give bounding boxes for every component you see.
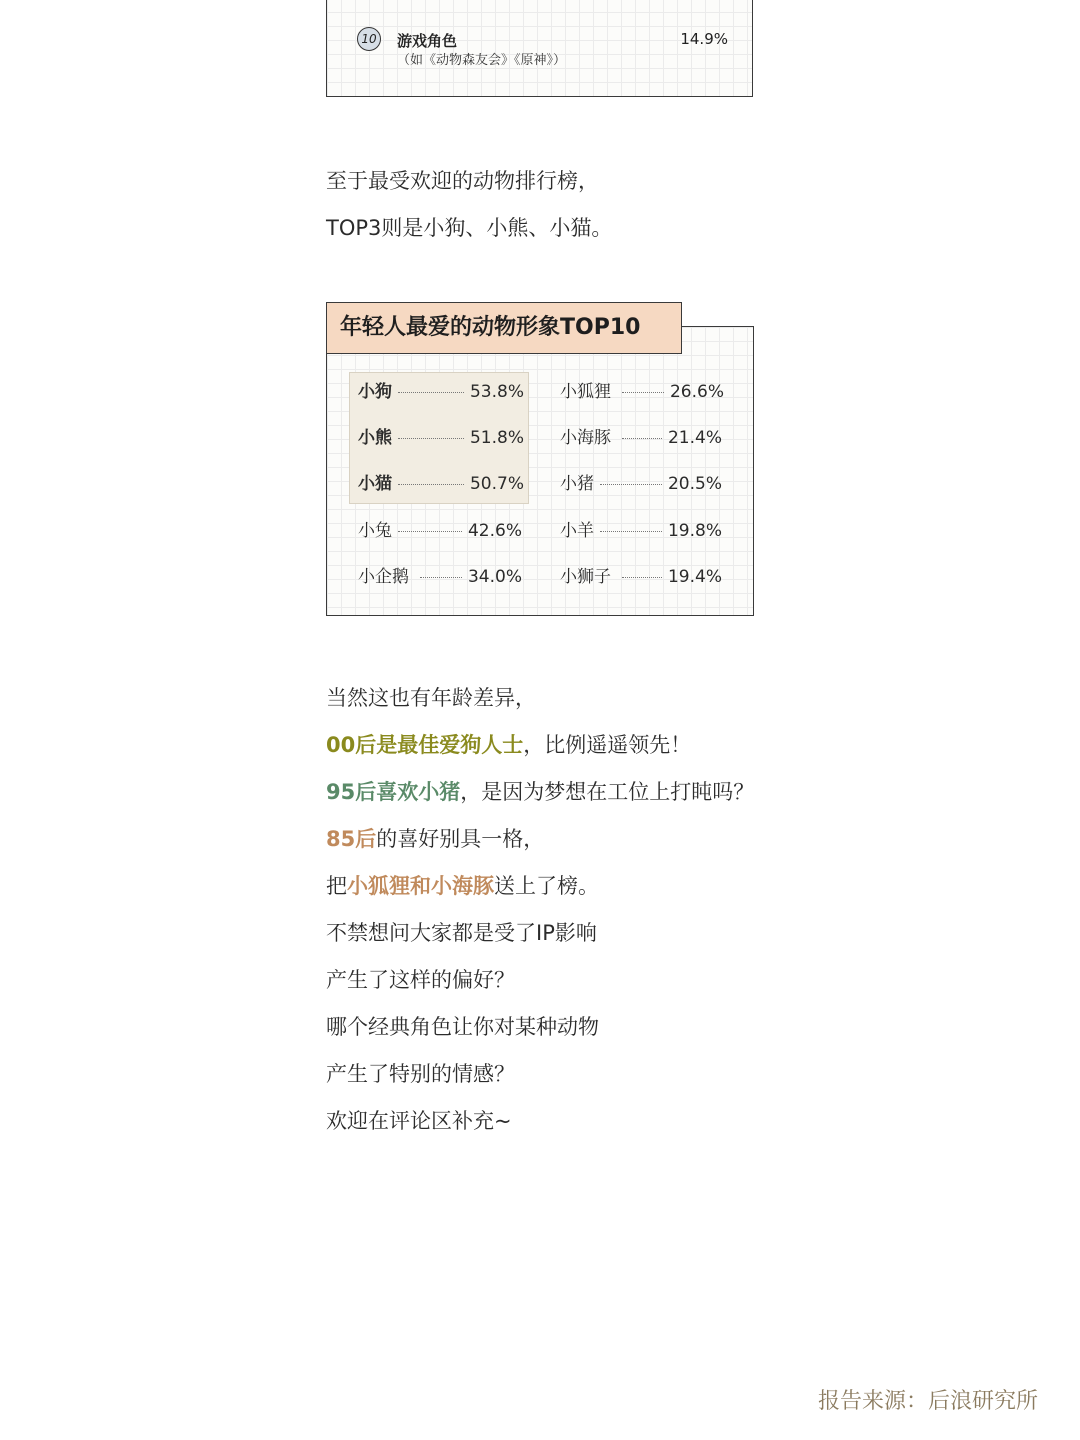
body-text: 的喜好别具一格， (376, 827, 545, 851)
body-line: 产生了特别的情感？ (326, 1062, 515, 1086)
rank-ten-value: 14.9% (680, 30, 728, 48)
intro-line-2: TOP3则是小狗、小熊、小猫。 (326, 216, 613, 240)
body-line: 产生了这样的偏好？ (326, 968, 515, 992)
rank-number-badge: 10 (357, 27, 381, 51)
highlight-text: 小狐狸和小海豚 (347, 874, 494, 898)
animal-value: 26.6% (669, 382, 724, 402)
animal-name: 小狐狸 (560, 382, 611, 402)
animal-name: 小海豚 (560, 428, 611, 448)
ranking-row (560, 426, 722, 450)
dot-leader (600, 484, 662, 485)
animal-value: 50.7% (469, 474, 524, 494)
dot-leader (622, 392, 664, 393)
ranking-row (358, 565, 522, 589)
ranking-row (358, 426, 524, 450)
ranking-row (560, 380, 724, 404)
dot-leader (398, 392, 464, 393)
highlight-text: 85后 (326, 827, 377, 851)
body-line: 不禁想问大家都是受了IP影响 (326, 921, 597, 945)
animal-value: 42.6% (467, 521, 522, 541)
body-line: 哪个经典角色让你对某种动物 (326, 1015, 599, 1039)
animal-value: 20.5% (667, 474, 722, 494)
dot-leader (398, 531, 462, 532)
body-paragraph (326, 675, 754, 1145)
animal-name: 小猫 (358, 474, 392, 494)
ranking-row (358, 519, 522, 543)
ranking-row (358, 380, 524, 404)
body-line (326, 769, 754, 816)
ranking-row (560, 472, 722, 496)
body-line (326, 863, 754, 910)
body-text: 送上了榜。 (494, 874, 599, 898)
body-text: 把 (326, 874, 347, 898)
rank-ten-card (326, 0, 753, 97)
dot-leader (622, 577, 662, 578)
dot-leader (398, 438, 464, 439)
animal-value: 19.4% (667, 567, 722, 587)
rank-ten-title: 游戏角色 (397, 32, 458, 50)
dot-leader (622, 438, 662, 439)
animal-name: 小兔 (358, 521, 392, 541)
animal-name: 小狗 (358, 382, 392, 402)
highlight-text: 95后喜欢小猪 (326, 780, 461, 804)
report-source: 报告来源：后浪研究所 (817, 1389, 1038, 1414)
animal-value: 21.4% (667, 428, 722, 448)
body-line: 当然这也有年龄差异， (326, 686, 536, 710)
intro-paragraph (326, 158, 612, 252)
ranking-title: 年轻人最爱的动物形象TOP10 (326, 302, 682, 354)
ranking-row (358, 472, 524, 496)
ranking-row (560, 565, 722, 589)
dot-leader (600, 531, 662, 532)
dot-leader (420, 577, 462, 578)
body-text: ，是因为梦想在工位上打盹吗？ (460, 780, 755, 804)
animal-name: 小熊 (358, 428, 392, 448)
highlight-text: 00后是最佳爱狗人士 (326, 733, 524, 757)
animal-value: 53.8% (469, 382, 524, 402)
animal-value: 19.8% (667, 521, 722, 541)
body-line: 欢迎在评论区补充~ (326, 1109, 512, 1133)
intro-line-1: 至于最受欢迎的动物排行榜， (326, 169, 599, 193)
animal-name: 小狮子 (560, 567, 611, 587)
body-line (326, 722, 754, 769)
animal-name: 小猪 (560, 474, 594, 494)
body-text: ，比例遥遥领先！ (523, 733, 692, 757)
rank-ten-subtitle: （如《动物森友会》《原神》） (397, 53, 567, 68)
ranking-row (560, 519, 722, 543)
animal-value: 51.8% (469, 428, 524, 448)
animal-name: 小企鹅 (358, 567, 409, 587)
dot-leader (398, 484, 464, 485)
animal-name: 小羊 (560, 521, 594, 541)
animal-value: 34.0% (467, 567, 522, 587)
body-line (326, 816, 754, 863)
